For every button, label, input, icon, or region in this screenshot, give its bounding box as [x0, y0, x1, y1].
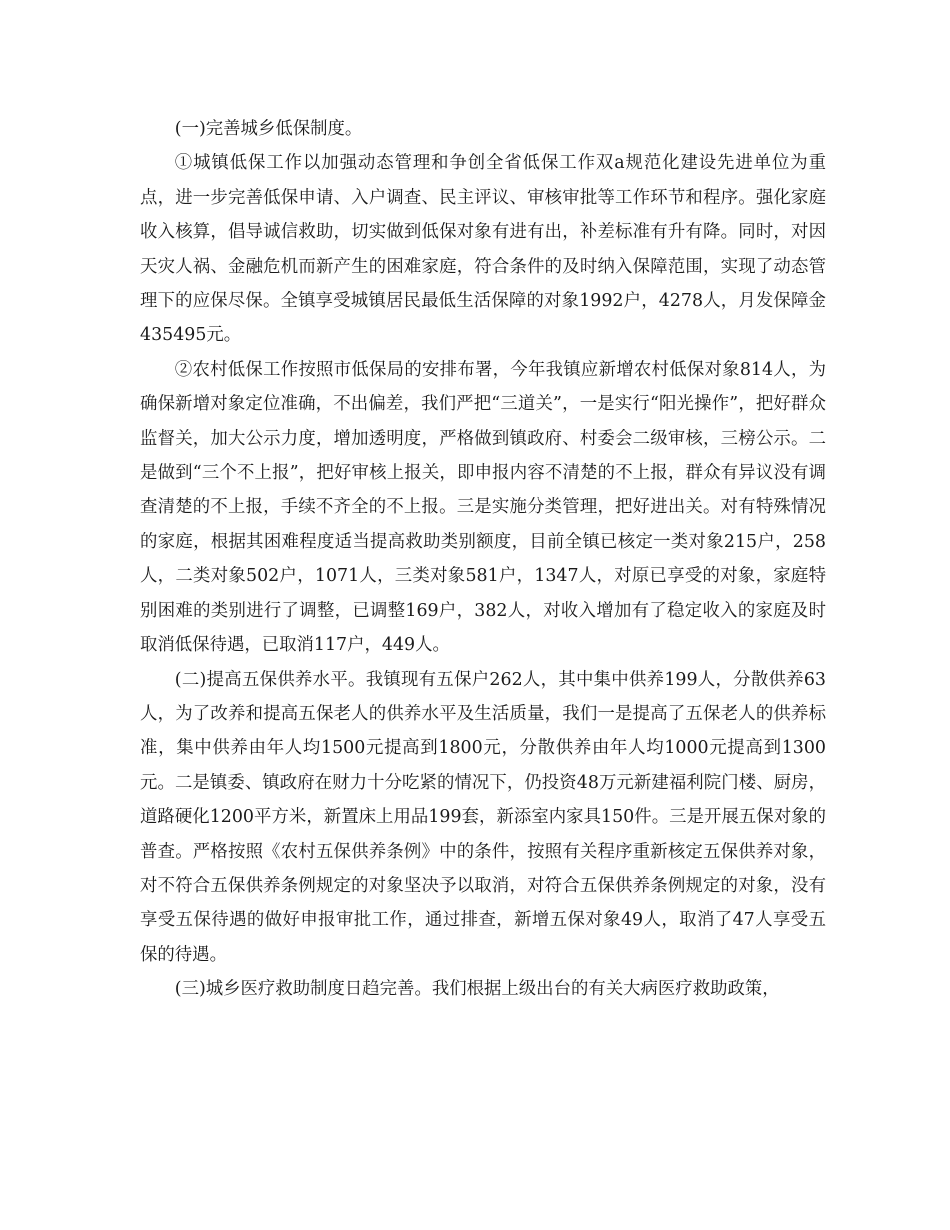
paragraph-five-guarantees: (二)提高五保供养水平。我镇现有五保户262人，其中集中供养199人，分散供养63人，为了改养和提高五保老人的供养水平及生活质量，我们一是提高了五保老人的供养标准，集中供养由年人均1500元提高到1800元，分散供养由年人均1000元提高到1300元。二是镇委、镇政府在财力十分吃紧的情况下，仍投资48万元新建福利院门楼、厨房，道路硬化1200平方米，新置床上用品199套，新添室内家具150件。三是开展五保对象的普查。严格按照《农村五保供养条例》中的条件，按照有关程序重新核定五保供养对象，对不符合五保供养条例规定的对象坚决予以取消，对符合五保供养条例规定的对象，没有享受五保待遇的做好申报审批工作，通过排查，新增五保对象49人，取消了47人享受五保的待遇。 — [140, 669, 826, 965]
document-body — [140, 112, 826, 1007]
paragraph-heading-1: (一)完善城乡低保制度。 — [174, 119, 363, 139]
paragraph-rural-subsistence: ②农村低保工作按照市低保局的安排布署，今年我镇应新增农村低保对象814人，为确保新增对象定位准确，不出偏差，我们严把“三道关”，一是实行“阳光操作”，把好群众监督关，加大公示力度，增加透明度，严格做到镇政府、村委会二级审核，三榜公示。二是做到“三个不上报”，把好审核上报关，即申报内容不清楚的不上报，群众有异议没有调查清楚的不上报，手续不齐全的不上报。三是实施分类管理，把好进出关。对有特殊情况的家庭，根据其困难程度适当提高救助类别额度，目前全镇已核定一类对象215户，258人，二类对象502户，1071人，三类对象581户，1347人，对原已享受的对象，家庭特别困难的类别进行了调整，已调整169户，382人，对收入增加有了稳定收入的家庭及时取消低保待遇，已取消117户，449人。 — [140, 359, 826, 656]
paragraph-urban-subsistence: ①城镇低保工作以加强动态管理和争创全省低保工作双a规范化建设先进单位为重点，进一步完善低保申请、入户调查、民主评议、审核审批等工作环节和程序。强化家庭收入核算，倡导诚信救助，切实做到低保对象有进有出，补差标准有升有降。同时，对因天灾人祸、金融危机而新产生的困难家庭，符合条件的及时纳入保障范围，实现了动态管理下的应保尽保。全镇享受城镇居民最低生活保障的对象1992户，4278人，月发保障金435495元。 — [140, 153, 826, 346]
paragraph-medical-assistance: (三)城乡医疗救助制度日趋完善。我们根据上级出台的有关大病医疗救助政策， — [174, 979, 780, 1000]
